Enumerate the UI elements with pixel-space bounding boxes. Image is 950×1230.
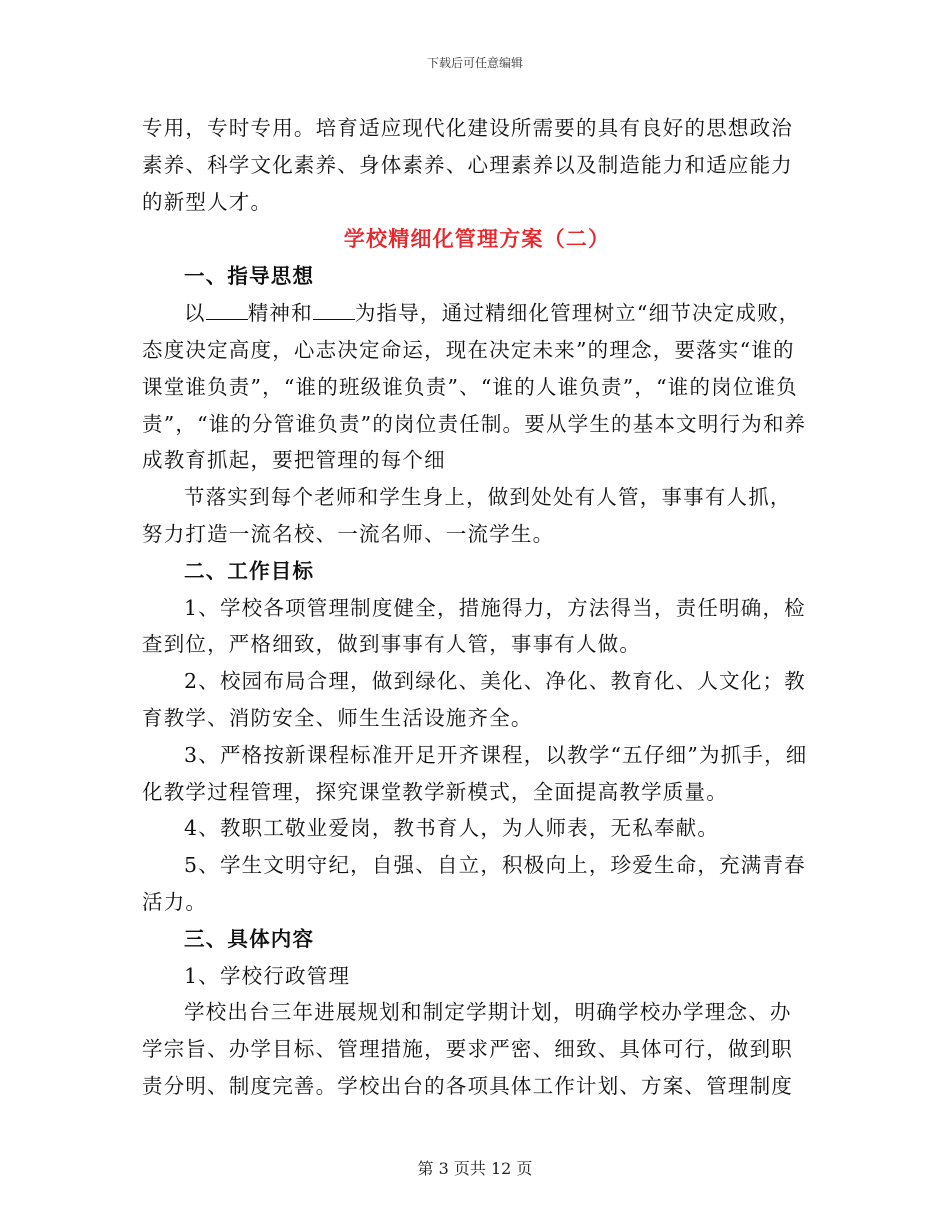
document-body xyxy=(142,110,812,1105)
guiding-paragraph: 以 精神和 为指导，通过精细化管理树立“细节决定成败，态度决定高度，心志决定命运，现在决定未来”的理念，要落实“谁的课堂谁负责”，“谁的班级谁负责”、“谁的人谁负责”，“谁的岗位谁负责”，“谁的分管谁负责”的岗位责任制。要从学生的基本文明行为和养成教育抓起，要把管理的每个细 xyxy=(142,301,807,473)
goal-item: 3、严格按新课程标准开足开齐课程，以教学“五仔细”为抓手，细化教学过程管理，探究课堂教学新模式，全面提高教学质量。 xyxy=(142,742,808,804)
subheading-admin: 1、学校行政管理 xyxy=(184,963,351,988)
section-heading-guiding: 一、指导思想 xyxy=(184,264,315,289)
intro-paragraph: 专用，专时专用。培育适应现代化建设所需要的具有良好的思想政治素养、科学文化素养、身体素养、心理素养以及制造能力和适应能力的新型人才。 xyxy=(142,116,793,214)
goal-item: 2、校园布局合理，做到绿化、美化、净化、教育化、人文化；教育教学、消防安全、师生生活设施齐全。 xyxy=(142,669,806,730)
goal-item: 5、学生文明守纪，自强、自立，积极向上，珍爱生命，充满青春活力。 xyxy=(142,853,806,914)
fill-blank xyxy=(206,301,248,320)
document-title: 学校精细化管理方案（二） xyxy=(343,226,611,252)
goal-item: 1、学校各项管理制度健全，措施得力，方法得当，责任明确，检查到位，严格细致，做到事事有人管，事事有人做。 xyxy=(142,595,806,657)
fill-blank xyxy=(313,301,355,320)
admin-paragraph: 学校出台三年进展规划和制定学期计划，明确学校办学理念、办学宗旨、办学目标、管理措施，要求严密、细致、具体可行，做到职责分明、制度完善。学校出台的各项具体工作计划、方案、管理制度 xyxy=(142,1000,793,1098)
header-note: 下载后可任意编辑 xyxy=(426,56,523,70)
section-heading-goals: 二、工作目标 xyxy=(184,558,315,583)
page-number: 第 3 页共 12 页 xyxy=(417,1159,533,1178)
section-heading-content: 三、具体内容 xyxy=(184,926,315,951)
goal-item: 4、教职工敬业爱岗，教书育人，为人师表，无私奉献。 xyxy=(184,816,720,841)
guiding-paragraph-2: 节落实到每个老师和学生身上，做到处处有人管，事事有人抓，努力打造一流名校、一流名师、一流学生。 xyxy=(142,485,792,546)
